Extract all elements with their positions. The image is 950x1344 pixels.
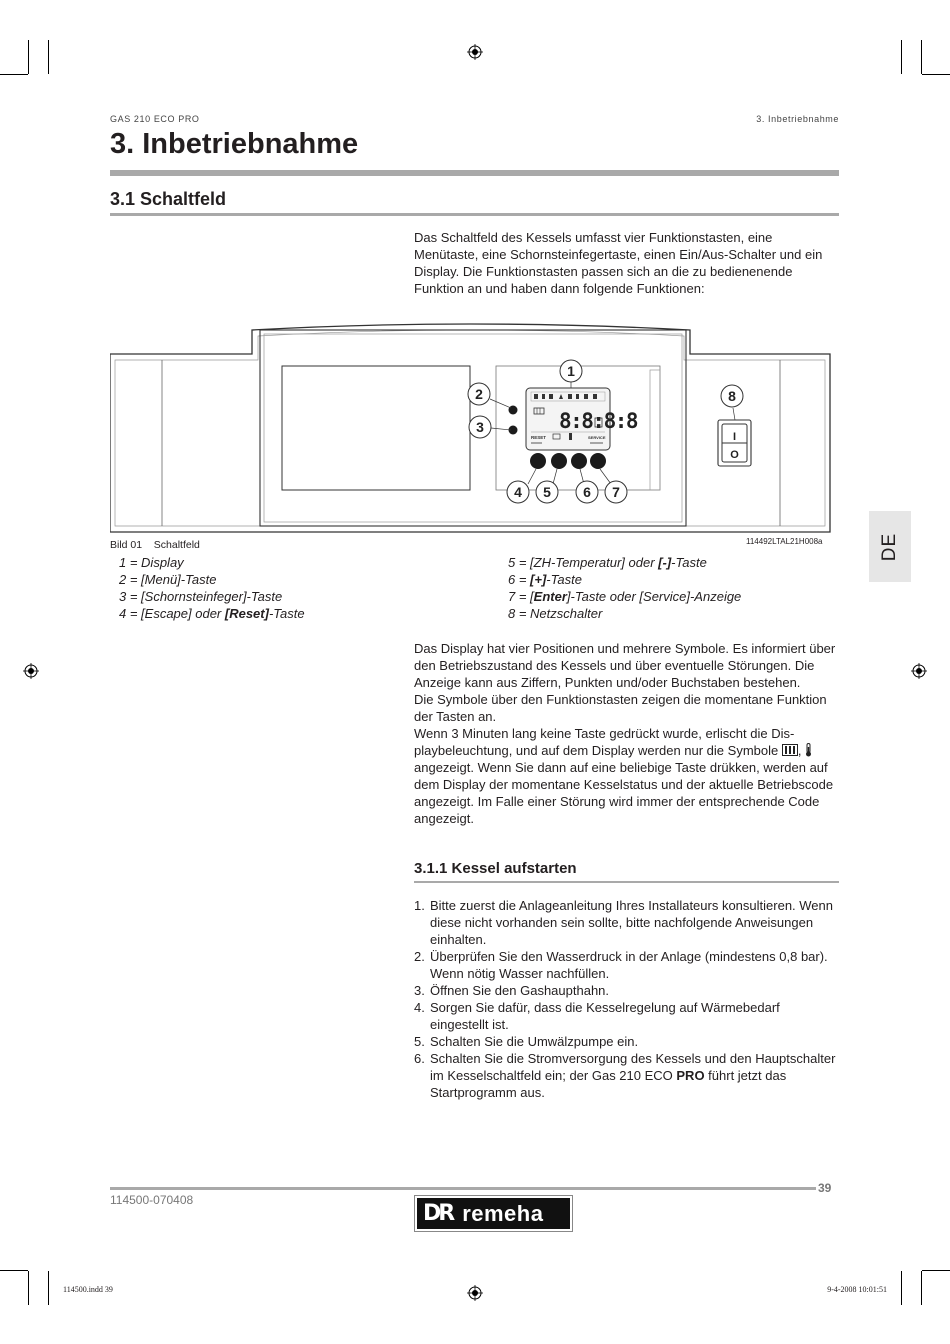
print-slug-right: 9-4-2008 10:01:51 — [827, 1285, 887, 1294]
lcd-reset-label: RESET — [531, 435, 547, 440]
legend-right — [508, 554, 741, 622]
legend-item: 4 = [Escape] oder [Reset]-Taste — [119, 606, 305, 621]
callout-3 — [469, 416, 491, 438]
list-item: 3. Öffnen Sie den Gashaupthahn. — [414, 983, 610, 998]
enter-key[interactable] — [590, 453, 606, 469]
print-slug-left: 114500.indd 39 — [63, 1285, 113, 1294]
section-heading: 3.1 Schaltfeld — [110, 189, 227, 209]
svg-text:8: 8 — [728, 388, 736, 404]
registration-mark-bottom — [467, 1285, 483, 1301]
svg-text:6: 6 — [583, 484, 591, 500]
list-item: 5. Schalten Sie die Umwälzpumpe ein. — [414, 1034, 639, 1049]
registration-mark-left — [23, 663, 39, 679]
registration-mark-right — [911, 663, 927, 679]
lcd-digits: 8:8:8:8 — [559, 409, 638, 433]
logo-wordmark: remeha — [462, 1200, 544, 1226]
callout-2 — [468, 383, 490, 405]
legend-item: 8 = Netzschalter — [508, 606, 603, 621]
svg-text:4: 4 — [514, 484, 522, 500]
document-number: 114500-070408 — [110, 1193, 194, 1207]
legend-item: 7 = [Enter]-Taste oder [Service]-Anzeige — [508, 589, 742, 604]
control-panel-figure — [110, 322, 832, 534]
legend-item: 2 = [Menü]-Taste — [119, 572, 217, 587]
list-item: 1. Bitte zuerst die Anlageanleitung Ihres Installateurs konsultieren. Wenn diese nicht vorhanden sein sollte, bitte nachfolgende Anweisungen einhalten. — [414, 898, 833, 947]
legend-item: 5 = [ZH-Temperatur] oder [-]-Taste — [508, 555, 707, 570]
display-description: Das Display hat vier Positionen und mehrere Symbole. Es informiert über den Betriebszustand des Kessels und über eventuelle Störungen. Die Anzeige kann aus Ziffern, Punkten und/oder Buchstaben bestehen. Die Symbole über den Funktionstasten zeigen die momentane Funktion der Tasten an. Wenn 3 Minuten lang keine Taste gedrückt wurde, erlischt die Displaybeleuchtung, und auf dem Display werden nur die Symbole , angezeigt. Wenn Sie dann auf eine beliebige Taste drükken, werden auf dem Display der momentane Kesselstatus und der aktuelle Betriebscode angezeigt. Im Falle einer Störung wird immer der entsprechende Code angezeigt. — [414, 641, 836, 826]
logo-mark: DR — [423, 1201, 453, 1226]
page-title: 3. Inbetriebnahme — [110, 128, 359, 160]
svg-text:2: 2 — [475, 386, 483, 402]
running-header-left: GAS 210 ECO PRO — [110, 114, 200, 124]
subsection-rule — [414, 881, 839, 883]
section-rule — [110, 213, 839, 216]
callout-5 — [536, 481, 558, 503]
legend-item: 6 = [+]-Taste — [508, 572, 582, 587]
subsection-heading: 3.1.1 Kessel aufstarten — [414, 860, 577, 877]
escape-reset-key[interactable] — [530, 453, 546, 469]
radiator-icon — [782, 744, 798, 756]
language-tab: DE — [869, 511, 911, 582]
page-number: 39 — [818, 1181, 832, 1195]
svg-text:3: 3 — [476, 419, 484, 435]
callout-8 — [721, 385, 743, 407]
menu-key[interactable] — [509, 406, 518, 415]
list-item: 4. Sorgen Sie dafür, dass die Kesselregelung auf Wärmebedarf eingestellt ist. — [414, 1000, 780, 1032]
minus-key[interactable] — [551, 453, 567, 469]
svg-text:1: 1 — [567, 363, 575, 379]
registration-mark-top — [467, 44, 483, 60]
callout-4 — [507, 481, 529, 503]
callout-7 — [605, 481, 627, 503]
plus-key[interactable] — [571, 453, 587, 469]
legend-item: 1 = Display — [119, 555, 184, 570]
title-rule — [110, 170, 839, 176]
list-item: 2. Überprüfen Sie den Wasserdruck in der Anlage (mindestens 0,8 bar). Wenn nötig Wasser nachfüllen. — [414, 949, 828, 981]
intro-paragraph: Das Schaltfeld des Kessels umfasst vier Funktionstasten, eine Menütaste, eine Schornsteinfegertaste, einen Ein/Aus-Schalter und ein Display. Die Funktionstasten passen sich an die zu bedienenende Funktion an und haben dann folgende Funktionen: — [414, 230, 823, 296]
main-switch-off-label[interactable]: O — [730, 449, 739, 461]
svg-text:5: 5 — [543, 484, 551, 500]
figure-caption: Bild 01 Schaltfeld — [110, 539, 200, 551]
main-switch-on-label[interactable]: I — [732, 431, 737, 443]
callout-6 — [576, 481, 598, 503]
remeha-logo — [414, 1195, 573, 1232]
figure-image-code: 114492LTAL21H008a — [746, 537, 823, 546]
list-item: 6. Schalten Sie die Stromversorgung des Kessels und den Hauptschalter im Kesselschaltfeld ein; der Gas 210 ECO PRO führt jetzt das Startprogramm aus. — [414, 1051, 836, 1100]
svg-text:7: 7 — [612, 484, 620, 500]
footer-rule — [110, 1187, 816, 1190]
legend-item: 3 = [Schornsteinfeger]-Taste — [119, 589, 283, 604]
callout-1 — [560, 360, 582, 382]
lcd-service-label: SERVICE — [588, 435, 606, 440]
legend-left — [119, 554, 305, 622]
thermometer-icon — [805, 743, 812, 757]
running-header-right: 3. Inbetriebnahme — [756, 114, 839, 124]
startup-steps — [414, 897, 839, 1101]
